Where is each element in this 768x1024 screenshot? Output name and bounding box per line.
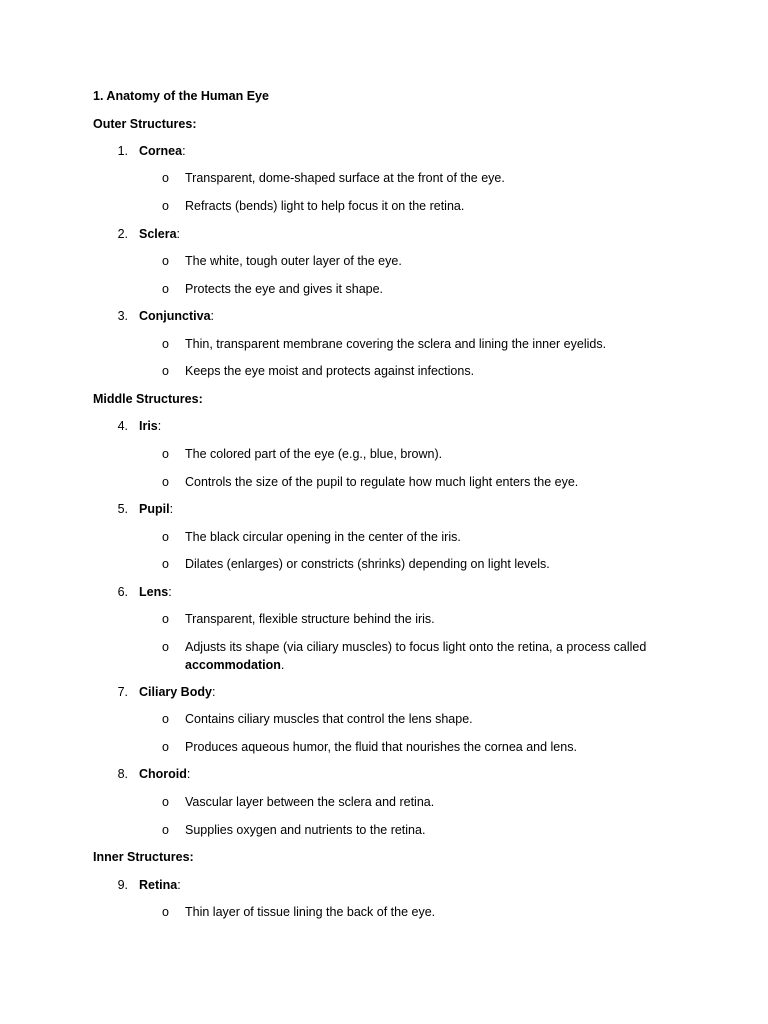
bullet-text-wrapped: Adjusts its shape (via ciliary muscles) to focus light onto the retina, a process called accommodation. [185, 640, 647, 672]
item-title-cornea: Cornea: [139, 144, 186, 158]
bullet-marker: o [162, 823, 169, 837]
section-heading-middle: Middle Structures: [93, 392, 203, 406]
item-title-conjunctiva: Conjunctiva: [139, 309, 215, 323]
bullet-marker: o [162, 795, 169, 809]
item-number: 9. [117, 878, 128, 892]
section-heading-outer: Outer Structures: [93, 117, 197, 131]
item-number: 1. [117, 144, 128, 158]
bullet-marker: o [162, 364, 169, 378]
bullet-marker: o [162, 199, 169, 213]
bullet-marker: o [162, 905, 169, 919]
bullet-text: Thin, transparent membrane covering the sclera and lining the inner eyelids. [185, 337, 607, 351]
bullet-text: The black circular opening in the center of the iris. [185, 530, 461, 544]
bullet-text: Controls the size of the pupil to regulate how much light enters the eye. [185, 475, 579, 489]
item-title-sclera: Sclera: [139, 227, 181, 241]
item-number: 2. [117, 227, 128, 241]
bullet-text: Refracts (bends) light to help focus it on the retina. [185, 199, 465, 213]
item-title-ciliary-body: Ciliary Body: [139, 685, 216, 699]
bullet-marker: o [162, 740, 169, 754]
bullet-marker: o [162, 337, 169, 351]
bullet-text: Transparent, flexible structure behind the iris. [185, 612, 435, 626]
bullet-text: Contains ciliary muscles that control the lens shape. [185, 712, 473, 726]
item-title-pupil: Pupil: [139, 502, 174, 516]
bullet-text: Dilates (enlarges) or constricts (shrinks) depending on light levels. [185, 557, 550, 571]
document-title: 1. Anatomy of the Human Eye [93, 89, 269, 103]
item-number: 4. [117, 419, 128, 433]
bullet-text: Vascular layer between the sclera and retina. [185, 795, 435, 809]
bullet-text: The colored part of the eye (e.g., blue, brown). [185, 447, 443, 461]
item-number: 8. [117, 767, 128, 781]
bullet-text: Keeps the eye moist and protects against infections. [185, 364, 475, 378]
bullet-marker: o [162, 640, 169, 654]
item-number: 6. [117, 585, 128, 599]
bullet-text: Transparent, dome-shaped surface at the front of the eye. [185, 171, 505, 185]
item-number: 7. [117, 685, 128, 699]
item-number: 5. [117, 502, 128, 516]
bullet-text: Thin layer of tissue lining the back of the eye. [185, 905, 436, 919]
bullet-marker: o [162, 612, 169, 626]
item-title-choroid: Choroid: [139, 767, 191, 781]
bullet-marker: o [162, 447, 169, 461]
item-title-iris: Iris: [139, 419, 162, 433]
bullet-marker: o [162, 254, 169, 268]
item-title-lens: Lens: [139, 585, 172, 599]
bullet-marker: o [162, 171, 169, 185]
bullet-text: The white, tough outer layer of the eye. [185, 254, 402, 268]
bullet-marker: o [162, 557, 169, 571]
bullet-text: Supplies oxygen and nutrients to the retina. [185, 823, 426, 837]
bullet-marker: o [162, 475, 169, 489]
bullet-marker: o [162, 530, 169, 544]
section-heading-inner: Inner Structures: [93, 850, 194, 864]
bullet-text: Produces aqueous humor, the fluid that nourishes the cornea and lens. [185, 740, 577, 754]
bullet-marker: o [162, 282, 169, 296]
bullet-text: Protects the eye and gives it shape. [185, 282, 384, 296]
item-title-retina: Retina: [139, 878, 181, 892]
item-number: 3. [117, 309, 128, 323]
bullet-marker: o [162, 712, 169, 726]
